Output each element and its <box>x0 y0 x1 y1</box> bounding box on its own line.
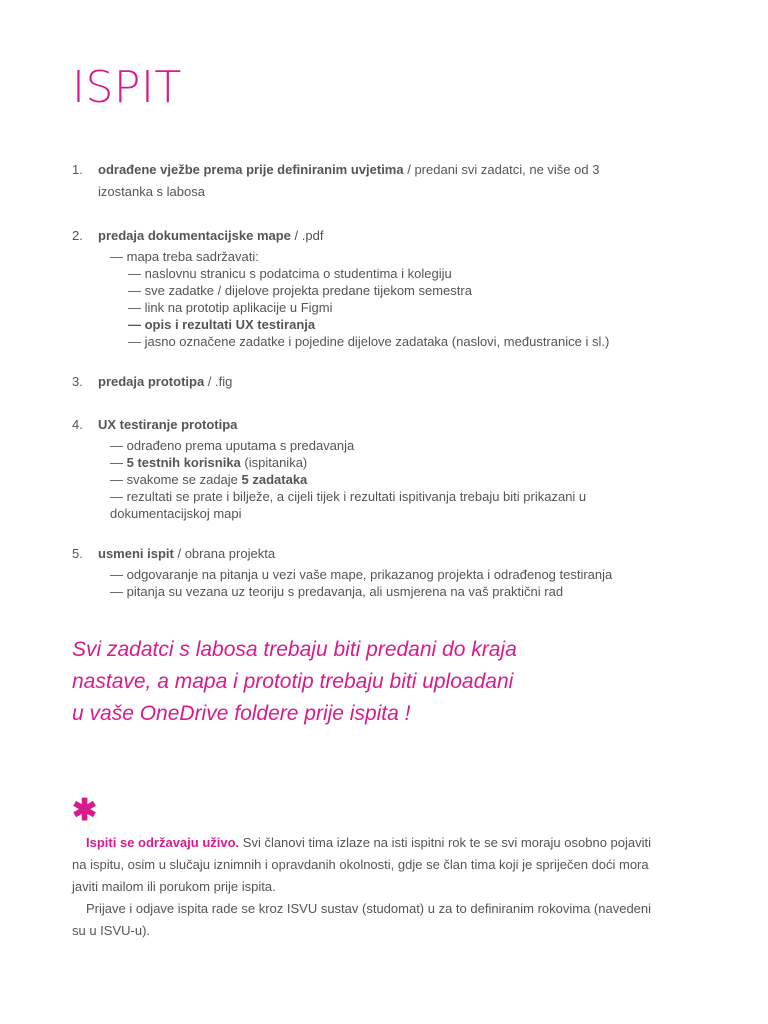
item-number: 5. <box>72 546 83 561</box>
item-number: 1. <box>72 162 83 177</box>
sub-list-item: — odgovaranje na pitanja u vezi vaše mape, prikazanog projekta i odrađenog testiranja <box>110 567 613 582</box>
note-paragraph-2: Prijave i odjave ispita rade se kroz ISVU sustav (studomat) u za to definiranim rokovima (navedeni su u ISVU-u). <box>72 901 652 938</box>
sub-list-item: — odrađeno prema uputama s predavanja <box>110 438 355 453</box>
note-section <box>72 832 652 942</box>
sub-list-item-bold: — opis i rezultati UX testiranja <box>128 317 316 332</box>
separator: / <box>173 546 185 561</box>
item-detail: .pdf <box>301 228 324 243</box>
plain-text: — svakome se zadaje <box>110 472 242 487</box>
plain-text: (ispitanika) <box>240 455 308 470</box>
note-paragraph-1 <box>72 832 652 898</box>
item-heading: predaja dokumentacijske mape <box>98 228 291 243</box>
note-text: Svi članovi tima izlaze na isti ispitni rok te se svi moraju osobno pojaviti na ispitu, osim u slučaju iznimnih i opravdanih okolnosti, gdje se član tima koji je spriječen doći mora javiti mailom ili porukom prije ispita. <box>72 835 651 894</box>
note-lead: Ispiti se održavaju uživo. <box>86 835 240 850</box>
sub-list-intro: — mapa treba sadržavati: <box>110 249 259 264</box>
item-detail-continued: izostanka s labosa <box>98 184 205 199</box>
list-item-5 <box>72 543 632 600</box>
sub-list <box>110 248 632 350</box>
separator: / <box>204 374 216 389</box>
list-item-1 <box>72 159 632 203</box>
dash: — <box>110 455 127 470</box>
callout-line: nastave, a mapa i prototip trebaju biti uploadani <box>72 670 514 693</box>
item-number: 3. <box>72 374 83 389</box>
page-title: ISPIT <box>72 62 182 113</box>
item-detail: .fig <box>215 374 233 389</box>
item-heading: usmeni ispit <box>98 546 174 561</box>
list-item-2 <box>72 225 632 350</box>
sub-list-item: — sve zadatke / dijelove projekta predane tijekom semestra <box>128 283 472 298</box>
item-heading: UX testiranje prototipa <box>98 417 238 432</box>
sub-list-item <box>110 471 632 488</box>
sub-list-item: — link na prototip aplikacije u Figmi <box>128 300 333 315</box>
sub-list-item: — rezultati se prate i bilježe, a cijeli tijek i rezultati ispitivanja trebaju biti prikazani u dokumentacijskoj mapi <box>110 489 587 521</box>
sub-list <box>110 566 632 600</box>
callout-line: Svi zadatci s labosa trebaju biti predani do kraja <box>72 638 517 661</box>
item-detail: obrana projekta <box>184 546 276 561</box>
separator: / <box>403 162 415 177</box>
sub-list-item <box>110 454 632 471</box>
callout-line: u vaše OneDrive foldere prije ispita ! <box>72 702 411 725</box>
separator: / <box>290 228 302 243</box>
asterisk-icon: ✱ <box>72 794 98 827</box>
bold-text: 5 testnih korisnika <box>126 455 241 470</box>
item-heading: odrađene vježbe prema prije definiranim uvjetima <box>98 162 404 177</box>
sub-list-item: — jasno označene zadatke i pojedine dijelove zadataka (naslovi, međustranice i sl.) <box>128 334 610 349</box>
item-heading: predaja prototipa <box>98 374 205 389</box>
callout-text <box>72 634 672 730</box>
list-item-4 <box>72 414 632 522</box>
bold-text: 5 zadataka <box>241 472 308 487</box>
item-number: 4. <box>72 417 83 432</box>
item-number: 2. <box>72 228 83 243</box>
list-item-3 <box>72 371 632 393</box>
sub-list-item: — pitanja su vezana uz teoriju s predavanja, ali usmjerena na vaš praktični rad <box>110 584 564 599</box>
sub-list <box>110 437 632 522</box>
sub-list-item: — naslovnu stranicu s podatcima o studentima i kolegiju <box>128 266 452 281</box>
item-detail: predani svi zadatci, ne više od 3 <box>414 162 600 177</box>
